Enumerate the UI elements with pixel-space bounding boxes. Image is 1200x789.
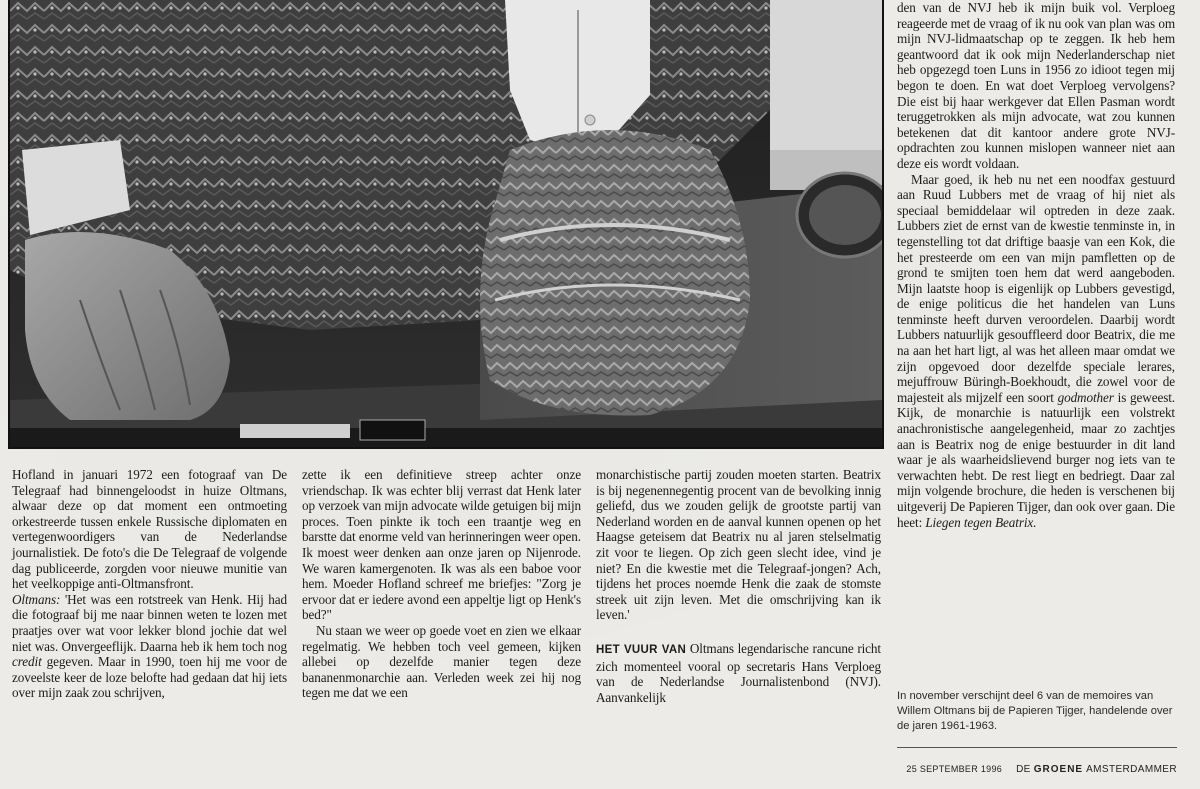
book-title: Liegen tegen Beatrix. bbox=[925, 514, 1037, 530]
text-run: Maar goed, ik heb nu net een noodfax gestuurd aan Ruud Lubbers met de vraag of hij niet als speciaal bemiddelaar wil optreden in deze zaak. Lubbers ziet de ernst van de kwestie tenminste in, in tegenstelling tot dat driftige baasje van een Kok, die het presteerde om een van mijn pamfletten op de grond te smijten toen hem dat werd aangeboden. Mijn laatste hoop is eigenlijk op Lubbers gevestigd, de enige politicus die het handelen van Luns tenminste heeft durven veroordelen. Daarbij wordt Lubbers natuurlijk gesouffleerd door Beatrix, die me na aan het hart ligt, al was het alleen maar omdat we zijn opgevoed door dezelfde speciale lerares, mejuffrouw Büringh-Boekhoudt, die zowel voor de majesteit als mijzelf een soort bbox=[897, 171, 1175, 405]
article-photo bbox=[8, 0, 884, 449]
text-run: is geweest. Kijk, de monarchie is natuurlijk een volstrekt anachronistische aangelegenheid, maar zo zachtjes aan is Beatrix nog de enige bestuurder in dit land waar je als waarheidslievend burger nog iets van te verwachten hebt. De rest liegt en bedriegt. Daar zal mijn volgende brochure, die heden is verschenen bij uitgeverij De Papieren Tijger, dan ook over gaan. Die heet: bbox=[897, 389, 1175, 530]
paragraph bbox=[12, 592, 287, 701]
paragraph bbox=[596, 641, 881, 705]
section-lead-in: HET VUUR VAN bbox=[596, 643, 687, 656]
paragraph: den van de NVJ heb ik mijn buik vol. Verploeg reageerde met de vraag of ik nu ook van plan was om mijn NVJ-lidmaatschap op te zeggen. Ik heb hem geantwoord dat ik ook mijn Nederlanderschap niet heb opgezegd toen Luns in 1956 zo idioot tegen mij begon te doen. En wat doet Verploeg vervolgens? Die eist bij haar werkgever dat Ellen Pasman wordt teruggetrokken als mijn advocate, wat zou kunnen betekenen dat dit kantoor andere grote NVJ-opdrachten zou kunnen mislopen wanneer niet aan deze eis wordt voldaan. bbox=[897, 0, 1175, 171]
paragraph: Nu staan we weer op goede voet en zien we elkaar regelmatig. We hebben toch veel gemeen, kijken allebei op dezelfde manier tegen deze bananenmonarchie aan. Verleden week zei hij nog tegen me dat we een bbox=[302, 622, 581, 701]
paragraph: zette ik een definitieve streep achter onze vriendschap. Ik was echter blij verrast dat Henk later op verzoek van mijn advocate wilde getuigen bij mijn proces. Toen pinkte ik toch een traantje weg en barstte dat enorme veld van herinneringen weer open. Ik moest weer denken aan onze jaren op Nijenrode. We waren kamergenoten. Ik was als een baboe voor hem. Moeder Hofland schreef me briefjes: "Zorg je ervoor dat er iedere avond een appeltje ligt op Henk's bed?" bbox=[302, 467, 581, 623]
text-run: Oltmans legendarische rancune richt zich momenteel vooral op secretaris Hans Verploeg van de Nederlandse Journalistenbond (NVJ). Aanvankelijk bbox=[596, 640, 881, 705]
article-column-2 bbox=[302, 467, 581, 701]
issue-date: 25 SEPTEMBER 1996 bbox=[906, 764, 1003, 774]
masthead bbox=[1016, 764, 1177, 775]
italic-word: godmother bbox=[1057, 389, 1114, 405]
paragraph bbox=[897, 172, 1175, 531]
photo-illustration bbox=[10, 0, 882, 447]
text-run: gegeven. Maar in 1990, toen hij me voor de zoveelste keer de loze belofte had gedaan dat hij iets over mijn zaak zou schrijven, bbox=[12, 654, 287, 701]
paragraph: Hofland in januari 1972 een fotograaf van De Telegraaf had binnengeloodst in huize Oltmans, alwaar deze op dat moment een ontmoeting orkestreerde tussen enkele Russische diplomaten en vertegenwoordigers van de Nederlandse journalistiek. De foto's die De Telegraaf de volgende dag publiceerde, zorgden voor nieuwe munitie van het veelkoppige anti-Oltmansfront. bbox=[12, 467, 287, 592]
paragraph: monarchistische partij zouden moeten starten. Beatrix is bij negenennegentig procent van de bevolking innig geliefd, dus we zouden gelijk de grootste partij van Nederland worden en de aanval kunnen openen op het Haagse geteisem dat Beatrix nu al jaren stelselmatig zit voor te liegen. Op zich geen slecht idee, vind je niet? En die kwestie met die Telegraaf-jongen? Ach, tijdens het proces noemde Henk die zaak de stomste streek uit zijn leven. Met die omschrijving kan ik leven.' bbox=[596, 467, 881, 623]
italic-word: credit bbox=[12, 654, 42, 670]
speaker-name: Oltmans: bbox=[12, 591, 61, 607]
masthead-groene: GROENE bbox=[1033, 764, 1084, 775]
article-column-1 bbox=[12, 467, 287, 701]
masthead-amsterdammer: AMSTERDAMMER bbox=[1086, 764, 1177, 775]
article-column-3 bbox=[596, 467, 881, 705]
article-column-4 bbox=[897, 0, 1175, 530]
divider bbox=[897, 747, 1177, 748]
masthead-de: DE bbox=[1016, 764, 1031, 775]
text-run: 'Het was een rotstreek van Henk. Hij had die fotograaf bij me naar binnen weten te lozen met praatjes over wat voor lekker blond jochie dat wel niet was. Onvergeeflijk. Daarna heb ik hem toch nog bbox=[12, 591, 287, 654]
page-footer bbox=[897, 764, 1177, 775]
publication-note: In november verschijnt deel 6 van de memoires van Willem Oltmans bij de Papieren Tijger, handelende over de jaren 1961-1963. bbox=[897, 690, 1173, 732]
